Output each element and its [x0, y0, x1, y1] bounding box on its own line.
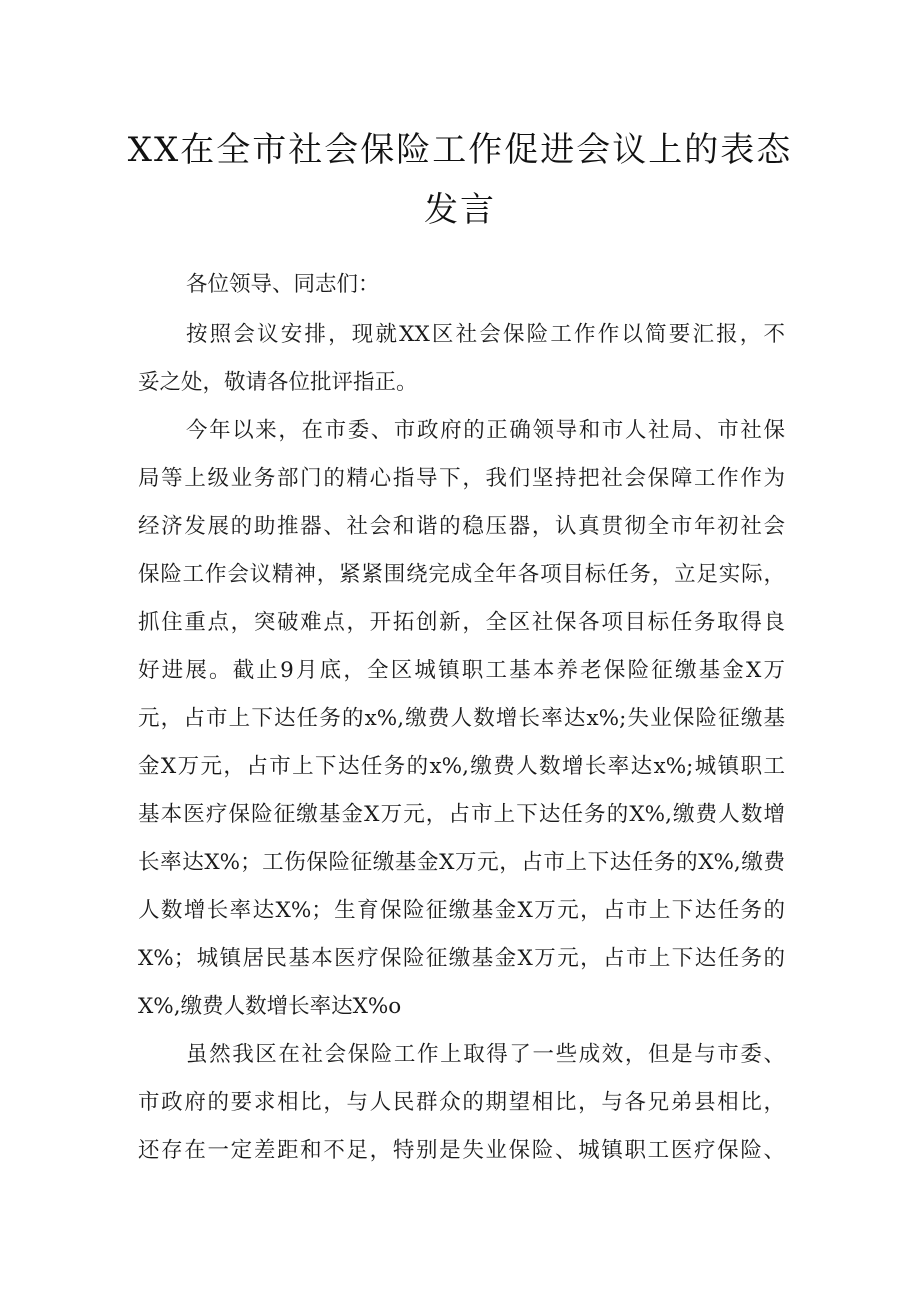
- paragraph-line: 妥之处，敬请各位批评指正。: [138, 370, 418, 395]
- paragraph-line: 今年以来，在市委、市政府的正确领导和市人社局、市社保: [186, 418, 785, 443]
- paragraph-line: 抓住重点，突破难点，开拓创新，全区社保各项目标任务取得良: [138, 610, 785, 635]
- paragraph-line: 市政府的要求相比，与人民群众的期望相比，与各兄弟县相比，: [138, 1090, 785, 1115]
- paragraph-line: 虽然我区在社会保险工作上取得了一些成效，但是与市委、: [186, 1042, 785, 1067]
- paragraph-line: 按照会议安排，现就XX区社会保险工作作以简要汇报，不: [186, 322, 785, 347]
- paragraph-line: X%,缴费人数增长率达X%o: [138, 994, 402, 1019]
- document-title-line-2: 发言: [424, 190, 496, 230]
- paragraph-line: 还存在一定差距和不足，特别是失业保险、城镇职工医疗保险、: [138, 1138, 785, 1163]
- document-title-line-1: XX在全市社会保险工作促进会议上的表态: [127, 130, 793, 170]
- paragraph-line: 经济发展的助推器、社会和谐的稳压器，认真贯彻全市年初社会: [138, 514, 785, 539]
- salutation: 各位领导、同志们：: [186, 272, 380, 297]
- paragraph-line: 长率达X%；工伤保险征缴基金X万元，占市上下达任务的X%,缴费: [138, 850, 785, 875]
- paragraph-line: 好进展。截止9月底，全区城镇职工基本养老保险征缴基金X万: [138, 658, 785, 683]
- paragraph-line: 基本医疗保险征缴基金X万元，占市上下达任务的X%,缴费人数增: [138, 802, 785, 827]
- paragraph-line: 金X万元，占市上下达任务的x%,缴费人数增长率达x%;城镇职工: [138, 754, 785, 779]
- paragraph-line: 保险工作会议精神，紧紧围绕完成全年各项目标任务，立足实际，: [138, 562, 785, 587]
- paragraph-line: 人数增长率达X%；生育保险征缴基金X万元，占市上下达任务的: [138, 898, 785, 923]
- paragraph-line: 局等上级业务部门的精心指导下，我们坚持把社会保障工作作为: [138, 466, 785, 491]
- paragraph-line: X%；城镇居民基本医疗保险征缴基金X万元，占市上下达任务的: [138, 946, 785, 971]
- paragraph-line: 元，占市上下达任务的x%,缴费人数增长率达x%;失业保险征缴基: [138, 706, 785, 731]
